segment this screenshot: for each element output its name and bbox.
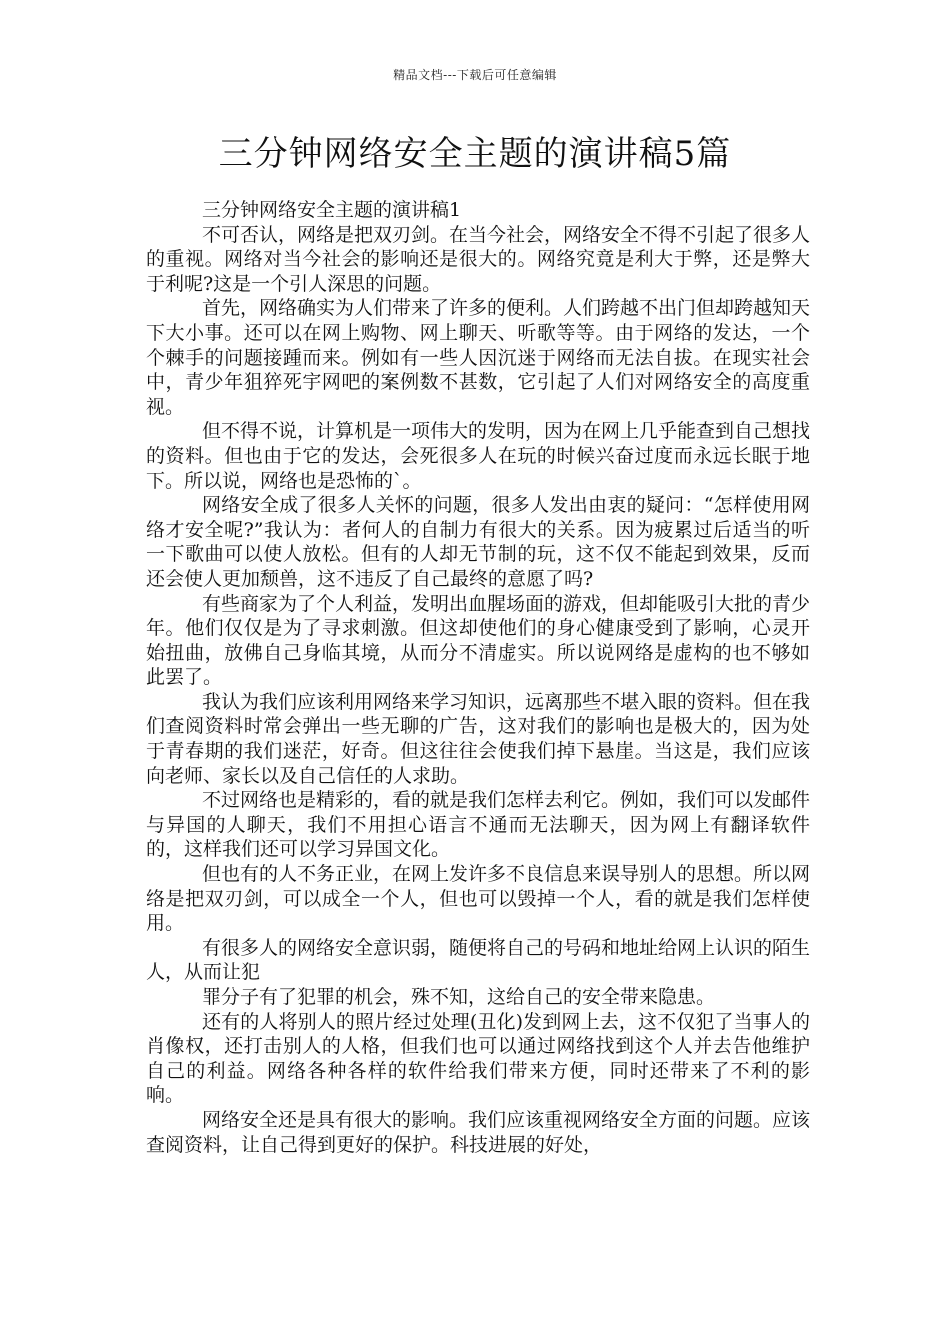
paragraph-4: 网络安全成了很多人关怀的问题，很多人发出由衷的疑问：“怎样使用网络才安全呢?”我认为：者何人的自制力有很大的关系。因为疲累过后适当的听一下歌曲可以使人放松。但有的人却无节制的玩，这不仅不能起到效果，反而还会使人更加颓兽，这不违反了自己最终的意愿了吗?	[146, 494, 810, 590]
paragraph-6: 我认为我们应该利用网络来学习知识，远离那些不堪入眼的资料。但在我们查阅资料时常会弹出一些无聊的广告，这对我们的影响也是极大的，因为处于青春期的我们迷茫，好奇。但这往往会使我们掉下悬崖。当这是，我们应该向老师、家长以及自己信任的人求助。	[146, 690, 811, 787]
header-note: 精品文档---下载后可任意编辑	[393, 68, 557, 82]
paragraph-10: 罪分子有了犯罪的机会，殊不知，这给自己的安全带来隐患。	[202, 986, 716, 1008]
paragraph-8: 但也有的人不务正业，在网上发许多不良信息来误导别人的思想。所以网络是把双刃剑，可以成全一个人，但也可以毁掉一个人，看的就是我们怎样使用。	[146, 863, 811, 935]
paragraph-2: 首先，网络确实为人们带来了许多的便利。人们跨越不出门但却跨越知天下大小事。还可以在网上购物、网上聊天、听歌等等。由于网络的发达，一个个棘手的问题接踵而来。例如有一些人因沉迷于网络而无法自拔。在现实社会中，青少年狙猝死宇网吧的案例数不甚数，它引起了人们对网络安全的高度重视。	[146, 297, 811, 418]
paragraph-11: 还有的人将别人的照片经过处理(丑化)发到网上去，这不仅犯了当事人的肖像权，还打击别人的人格，但我们也可以通过网络找到这个人并去告他维护自己的利益。网络各种各样的软件给我们带来方便，同时还带来了不利的影响。	[146, 1010, 810, 1107]
paragraph-12: 网络安全还是具有很大的影响。我们应该重视网络安全方面的问题。应该查阅资料，让自己得到更好的保护。科技进展的好处，	[146, 1108, 811, 1156]
section-subtitle: 三分钟网络安全主题的演讲稿1	[202, 199, 462, 221]
document-title: 三分钟网络安全主题的演讲稿5篇	[218, 134, 732, 174]
paragraph-9: 有很多人的网络安全意识弱，随便将自己的号码和地址给网上认识的陌生人，从而让犯	[146, 936, 811, 984]
paragraph-5: 有些商家为了个人利益，发明出血腥场面的游戏，但却能吸引大批的青少年。他们仅仅是为了寻求刺激。但这却使他们的身心健康受到了影响，心灵开始扭曲，放佛自己身临其境，从而分不清虚实。所以说网络是虚构的也不够如此罢了。	[146, 592, 811, 689]
paragraph-3: 但不得不说，计算机是一项伟大的发明，因为在网上几乎能查到自己想找的资料。但也由于它的发达，会死很多人在玩的时候兴奋过度而永远长眠于地下。所以说，网络也是恐怖的`。	[146, 420, 811, 492]
paragraph-7: 不过网络也是精彩的，看的就是我们怎样去利它。例如，我们可以发邮件与异国的人聊天，我们不用担心语言不通而无法聊天，因为网上有翻译软件的，这样我们还可以学习异国文化。	[146, 789, 811, 861]
paragraph-1: 不可否认，网络是把双刃剑。在当今社会，网络安全不得不引起了很多人的重视。网络对当今社会的影响还是很大的。网络究竟是利大于弊，还是弊大于利呢?这是一个引人深思的问题。	[146, 223, 811, 295]
document-body	[146, 198, 810, 1157]
